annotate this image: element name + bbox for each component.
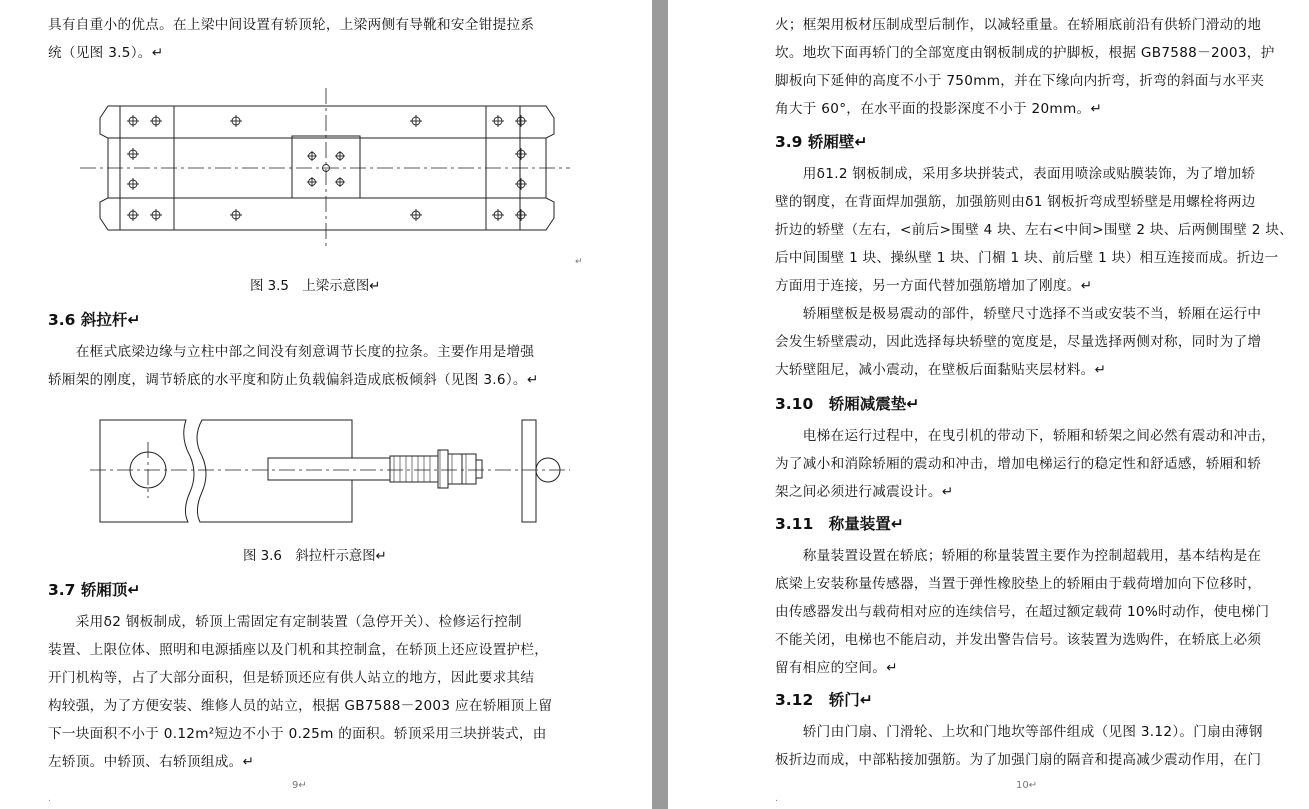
text-line: 架之间必须进行减震设计。↵ — [775, 484, 954, 500]
document-page-left — [0, 0, 652, 809]
page-number: 9↵ — [292, 780, 307, 791]
text-line: 脚板向下延伸的高度不小于 750mm，并在下缘向内折弯，折弯的斜面与水平夹 — [775, 73, 1265, 89]
bolt-hole — [127, 115, 139, 127]
text-line: 下一块面积不小于 0.12m²短边不小于 0.25m 的面积。轿顶采用三块拼装式，由 — [48, 726, 547, 742]
section-3-11-heading: 3.11 称量装置↵ — [775, 515, 904, 533]
section-3-10-heading: 3.10 轿厢减震垫↵ — [775, 395, 920, 413]
text-line: 折边的轿壁（左右，<前后>围壁 4 块、左右<中间>围壁 2 块、后两侧围壁 2 块、 — [775, 222, 1294, 238]
intro-paragraph — [775, 11, 1275, 123]
text-line: 会发生轿壁震动，因此选择每块轿壁的宽度是，尽量选择两侧对称，同时为了增 — [775, 334, 1262, 350]
crop-mark: . — [48, 794, 51, 804]
section-3-12-paragraph — [775, 718, 1263, 774]
text-line: 后中间围壁 1 块、操纵壁 1 块、门楣 1 块、前后壁 1 块）相互连接而成。折边一 — [775, 250, 1279, 266]
text-line: 构较强，为了方便安装、维修人员的站立，根据 GB7588－2003 应在轿厢顶上留 — [48, 698, 553, 714]
text-line: 大轿壁阻尼，减小震动，在壁板后面黏贴夹层材料。↵ — [775, 362, 1107, 378]
text-line: 轿门由门扇、门滑轮、上坎和门地坎等部件组成（见图 3.12）。门扇由薄钢 — [775, 724, 1263, 740]
text-line: 为了减小和消除轿厢的震动和冲击，增加电梯运行的稳定性和舒适感，轿厢和轿 — [775, 456, 1262, 472]
text-line: 板折边而成，中部粘接加强筋。为了加强门扇的隔音和提高减少震动作用，在门 — [775, 752, 1262, 768]
text-line: 角大于 60°，在水平面的投影深度不小于 20mm。↵ — [775, 101, 1103, 117]
text-line: 壁的钢度，在背面焊加强筋，加强筋则由δ1 钢板折弯成型轿壁是用螺栓将两边 — [775, 194, 1256, 210]
text-line: 方面用于连接，另一方面代替加强筋增加了刚度。↵ — [775, 278, 1093, 294]
text-line: 轿厢架的刚度，调节轿底的水平度和防止负载偏斜造成底板倾斜（见图 3.6）。↵ — [48, 372, 539, 388]
text-line: 用δ1.2 钢板制成，采用多块拼装式，表面用喷涂或贴膜装饰，为了增加轿 — [775, 166, 1256, 182]
text-line: 不能关闭，电梯也不能启动，并发出警告信号。该装置为选购件，在轿底上必须 — [775, 632, 1262, 648]
text-line: 留有相应的空间。↵ — [775, 660, 898, 676]
tie-rod-figure — [90, 416, 570, 526]
text-line: 称量装置设置在轿底；轿厢的称量装置主要作为控制超载用，基本结构是在 — [775, 548, 1262, 564]
section-3-10-paragraph — [775, 422, 1275, 506]
text-line: 电梯在运行过程中，在曳引机的带动下，轿厢和轿架之间必然有震动和冲击， — [775, 428, 1276, 444]
page-gutter — [652, 0, 668, 809]
figure-3-5-caption: 图 3.5 上梁示意图↵ — [250, 279, 381, 294]
paragraph-mark: ↵ — [575, 257, 583, 267]
text-line: 左轿顶。中轿顶、右轿顶组成。↵ — [48, 754, 255, 770]
text-line: 采用δ2 钢板制成，轿顶上需固定有定制装置（急停开关）、检修运行控制 — [48, 614, 522, 630]
text-line: 在框式底梁边缘与立柱中部之间没有刻意调节长度的拉条。主要作用是增强 — [48, 344, 535, 360]
text-line: 轿厢壁板是极易震动的部件，轿壁尺寸选择不当或安装不当，轿厢在运行中 — [775, 306, 1262, 322]
text-line: 具有自重小的优点。在上梁中间设置有轿顶轮，上梁两侧有导靴和安全钳提拉系 — [48, 17, 535, 33]
text-line: 火；框架用板材压制成型后制作，以减轻重量。在轿厢底前沿有供轿门滑动的地 — [775, 17, 1262, 33]
text-line: 坎。地坎下面再轿门的全部宽度由钢板制成的护脚板，根据 GB7588－2003，护 — [775, 45, 1275, 61]
section-3-6-heading: 3.6 斜拉杆↵ — [48, 311, 141, 329]
document-page-right — [668, 0, 1309, 809]
section-3-7-heading: 3.7 轿厢顶↵ — [48, 581, 141, 599]
text-line: 由传感器发出与载荷相对应的连续信号，在超过额定载荷 10%时动作，使电梯门 — [775, 604, 1270, 620]
section-3-6-paragraph — [48, 338, 539, 394]
page-number: 10↵ — [1016, 780, 1038, 791]
crop-mark: . — [775, 794, 778, 804]
section-3-9-heading: 3.9 轿厢壁↵ — [775, 133, 868, 151]
section-3-11-paragraph — [775, 542, 1269, 682]
intro-paragraph — [48, 11, 534, 67]
section-3-12-heading: 3.12 轿门↵ — [775, 691, 873, 709]
section-3-7-paragraph — [48, 608, 552, 776]
figure-3-6-caption: 图 3.6 斜拉杆示意图↵ — [243, 549, 387, 564]
text-line: 开门机构等，占了大部分面积，但是轿顶还应有供人站立的地方，因此要求其结 — [48, 670, 535, 686]
text-line: 统（见图 3.5）。↵ — [48, 45, 164, 61]
upper-beam-figure — [80, 88, 570, 248]
section-3-9-paragraph — [775, 160, 1293, 384]
text-line: 底梁上安装称量传感器，当置于弹性橡胶垫上的轿厢由于载荷增加向下位移时， — [775, 576, 1262, 592]
text-line: 装置、上限位体、照明和电源插座以及门机和其控制盒，在轿顶上还应设置护栏， — [48, 642, 549, 658]
